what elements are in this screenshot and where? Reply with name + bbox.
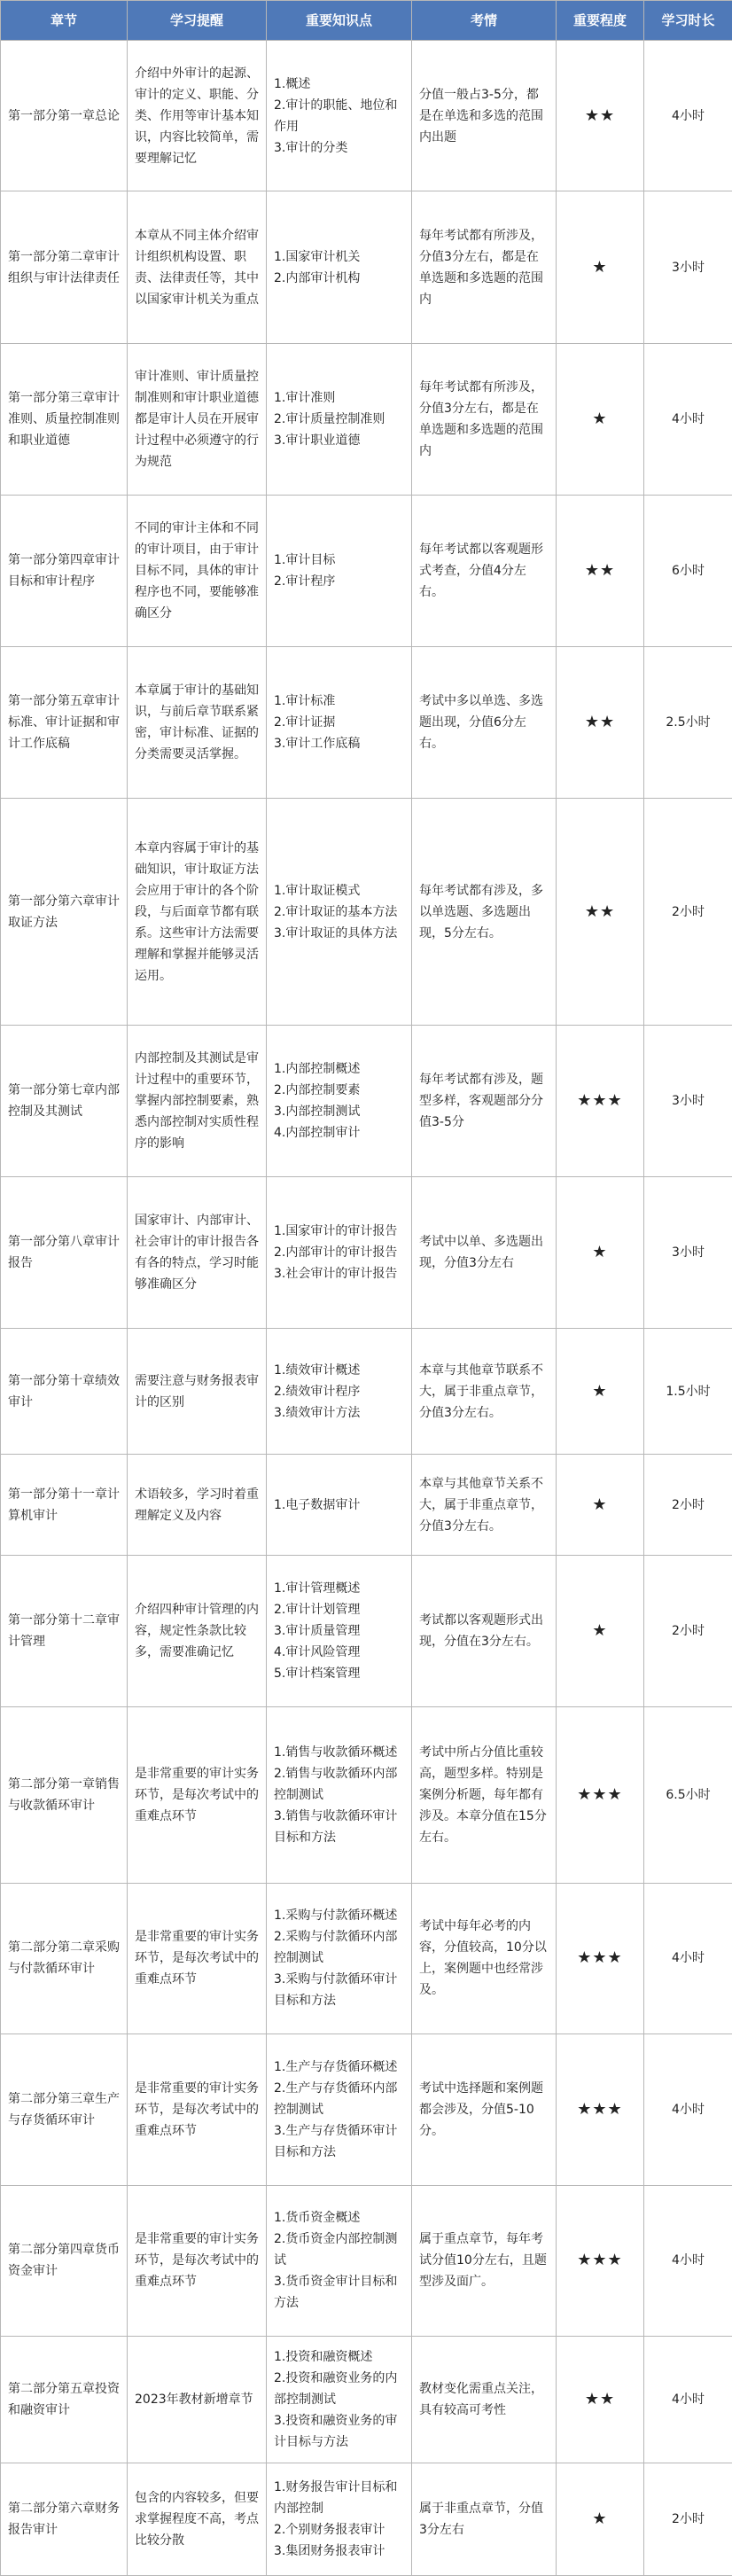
importance-stars: ★ <box>557 1329 644 1455</box>
key-point-item: 2.审计计划管理 <box>274 1603 361 1618</box>
key-point-item: 3.审计取证的具体方法 <box>274 925 398 941</box>
exam-info-cell: 属于重点章节，每年考试分值10分左右，且题型涉及面广。 <box>412 2185 557 2336</box>
importance-stars: ★★★ <box>557 1883 644 2033</box>
table-row <box>1 1455 732 1556</box>
study-tip-cell: 介绍中外审计的起源、审计的定义、职能、分类、作用等审计基本知识，内容比较简单，需要理解记忆 <box>128 41 267 191</box>
importance-stars: ★ <box>557 2463 644 2575</box>
key-point-item: 2.审计取证的基本方法 <box>274 904 398 919</box>
chapter-cell: 第一部分第十章绩效审计 <box>1 1329 128 1455</box>
study-time-cell: 3小时 <box>644 191 732 343</box>
key-point-item: 2.审计程序 <box>274 574 336 589</box>
study-tip-cell: 术语较多，学习时着重理解定义及内容 <box>128 1455 267 1556</box>
table-row <box>1 1026 732 1176</box>
key-points-cell <box>267 2034 412 2185</box>
study-time-cell: 4小时 <box>644 2185 732 2336</box>
table-row <box>1 1706 732 1883</box>
table-row <box>1 343 732 495</box>
study-tip-cell: 内部控制及其测试是审计过程中的重要环节，掌握内部控制要素，熟悉内部控制对实质性程序的影响 <box>128 1026 267 1176</box>
importance-stars: ★★ <box>557 646 644 798</box>
key-points-cell <box>267 2336 412 2463</box>
study-tip-cell: 是非常重要的审计实务环节，是每次考试中的重难点环节 <box>128 2185 267 2336</box>
study-tip-cell: 本章从不同主体介绍审计组织机构设置、职责、法律责任等，其中以国家审计机关为重点 <box>128 191 267 343</box>
study-tip-cell: 是非常重要的审计实务环节，是每次考试中的重难点环节 <box>128 1883 267 2033</box>
study-time-cell: 4小时 <box>644 41 732 191</box>
importance-stars: ★★★ <box>557 2034 644 2185</box>
study-time-cell: 3小时 <box>644 1176 732 1328</box>
key-point-item: 2.内部控制要素 <box>274 1083 361 1098</box>
importance-stars: ★★ <box>557 799 644 1026</box>
exam-info-cell: 考试中以单、多选题出现，分值3分左右 <box>412 1176 557 1328</box>
study-time-cell: 6小时 <box>644 496 732 646</box>
key-point-item: 1.投资和融资概述 <box>274 2349 373 2364</box>
study-time-cell: 1.5小时 <box>644 1329 732 1455</box>
key-points-cell <box>267 1556 412 1706</box>
chapter-cell: 第一部分第三章审计准则、质量控制准则和职业道德 <box>1 343 128 495</box>
key-point-item: 3.审计的分类 <box>274 140 348 155</box>
table-row <box>1 496 732 646</box>
key-point-item: 3.绩效审计方法 <box>274 1405 361 1420</box>
importance-stars: ★★ <box>557 2336 644 2463</box>
key-point-item: 2.审计质量控制准则 <box>274 412 385 427</box>
importance-stars: ★ <box>557 343 644 495</box>
study-tip-cell: 不同的审计主体和不同的审计项目，由于审计目标不同，具体的审计程序也不同，要能够准确区分 <box>128 496 267 646</box>
key-point-item: 3.货币资金审计目标和方法 <box>274 2275 398 2311</box>
study-time-cell: 2小时 <box>644 2463 732 2575</box>
study-tip-cell: 国家审计、内部审计、社会审计的审计报告各有各的特点，学习时能够准确区分 <box>128 1176 267 1328</box>
key-point-item: 1.货币资金概述 <box>274 2211 361 2226</box>
study-time-cell: 4小时 <box>644 2336 732 2463</box>
chapter-cell: 第一部分第五章审计标准、审计证据和审计工作底稿 <box>1 646 128 798</box>
key-point-item: 3.采购与付款循环审计目标和方法 <box>274 1972 398 2009</box>
key-point-item: 2.内部审计机构 <box>274 270 361 285</box>
key-point-item: 3.生产与存货循环审计目标和方法 <box>274 2123 398 2159</box>
exam-info-cell: 教材变化需重点关注，具有较高可考性 <box>412 2336 557 2463</box>
key-point-item: 1.销售与收款循环概述 <box>274 1745 398 1760</box>
exam-info-cell: 考试中选择题和案例题都会涉及，分值5-10分。 <box>412 2034 557 2185</box>
study-time-cell: 4小时 <box>644 1883 732 2033</box>
header-chapter: 章节 <box>1 1 128 41</box>
importance-stars: ★ <box>557 1176 644 1328</box>
key-points-cell <box>267 343 412 495</box>
header-time: 学习时长 <box>644 1 732 41</box>
study-tip-cell: 2023年教材新增章节 <box>128 2336 267 2463</box>
key-point-item: 1.国家审计的审计报告 <box>274 1224 398 1238</box>
table-row <box>1 1556 732 1706</box>
key-points-cell <box>267 646 412 798</box>
chapter-cell: 第二部分第二章采购与付款循环审计 <box>1 1883 128 2033</box>
key-point-item: 3.审计职业道德 <box>274 433 361 449</box>
study-time-cell: 2小时 <box>644 1556 732 1706</box>
study-time-cell: 4小时 <box>644 343 732 495</box>
key-point-item: 1.国家审计机关 <box>274 249 361 264</box>
key-point-item: 1.内部控制概述 <box>274 1062 361 1077</box>
key-point-item: 3.集团财务报表审计 <box>274 2543 385 2558</box>
chapter-cell: 第二部分第四章货币资金审计 <box>1 2185 128 2336</box>
chapter-cell: 第一部分第十二章审计管理 <box>1 1556 128 1706</box>
exam-info-cell: 考试中所占分值比重较高，题型多样。特别是案例分析题，每年都有涉及。本章分值在15分左右。 <box>412 1706 557 1883</box>
chapter-cell: 第一部分第二章审计组织与审计法律责任 <box>1 191 128 343</box>
key-points-cell <box>267 1176 412 1328</box>
key-point-item: 1.审计目标 <box>274 553 336 568</box>
table-row <box>1 799 732 1026</box>
table-row <box>1 2336 732 2463</box>
chapter-cell: 第一部分第八章审计报告 <box>1 1176 128 1328</box>
importance-stars: ★★★ <box>557 1706 644 1883</box>
key-point-item: 2.采购与付款循环内部控制测试 <box>274 1930 398 1966</box>
key-point-item: 3.社会审计的审计报告 <box>274 1267 398 1281</box>
key-points-cell <box>267 41 412 191</box>
key-point-item: 2.内部审计的审计报告 <box>274 1245 398 1260</box>
key-point-item: 1.生产与存货循环概述 <box>274 2059 398 2074</box>
table-row <box>1 191 732 343</box>
study-time-cell: 6.5小时 <box>644 1706 732 1883</box>
key-points-cell <box>267 2463 412 2575</box>
table-row <box>1 1329 732 1455</box>
key-points-cell <box>267 191 412 343</box>
chapter-cell: 第一部分第六章审计取证方法 <box>1 799 128 1026</box>
study-time-cell: 3小时 <box>644 1026 732 1176</box>
exam-info-cell: 本章与其他章节关系不大，属于非重点章节，分值3分左右。 <box>412 1455 557 1556</box>
importance-stars: ★★★ <box>557 2185 644 2336</box>
exam-info-cell: 属于非重点章节，分值3分左右 <box>412 2463 557 2575</box>
chapter-cell: 第一部分第一章总论 <box>1 41 128 191</box>
key-point-item: 4.审计风险管理 <box>274 1645 361 1660</box>
study-tip-cell: 介绍四种审计管理的内容，规定性条款比较多，需要准确记忆 <box>128 1556 267 1706</box>
study-time-cell: 2.5小时 <box>644 646 732 798</box>
key-points-cell <box>267 1026 412 1176</box>
exam-info-cell: 考试都以客观题形式出现，分值在3分左右。 <box>412 1556 557 1706</box>
key-point-item: 1.电子数据审计 <box>274 1497 361 1512</box>
header-importance: 重要程度 <box>557 1 644 41</box>
exam-info-cell: 考试中多以单选、多选题出现，分值6分左右。 <box>412 646 557 798</box>
exam-info-cell: 每年考试都有涉及，多以单选题、多选题出现，5分左右。 <box>412 799 557 1026</box>
chapter-cell: 第二部分第六章财务报告审计 <box>1 2463 128 2575</box>
key-points-cell <box>267 1329 412 1455</box>
table-row <box>1 41 732 191</box>
key-points-cell <box>267 2185 412 2336</box>
key-point-item: 2.个别财务报表审计 <box>274 2522 385 2537</box>
table-row <box>1 1176 732 1328</box>
key-point-item: 1.财务报告审计目标和内部控制 <box>274 2479 398 2516</box>
key-point-item: 3.审计工作底稿 <box>274 736 361 751</box>
table-row <box>1 2463 732 2575</box>
key-point-item: 5.审计档案管理 <box>274 1667 361 1682</box>
study-tip-cell: 审计准则、审计质量控制准则和审计职业道德都是审计人员在开展审计过程中必须遵守的行为规范 <box>128 343 267 495</box>
table-row <box>1 1883 732 2033</box>
exam-info-cell: 每年考试都有所涉及，分值3分左右，都是在单选题和多选题的范围内 <box>412 343 557 495</box>
importance-stars: ★ <box>557 1556 644 1706</box>
table-row <box>1 2185 732 2336</box>
study-tip-cell: 需要注意与财务报表审计的区别 <box>128 1329 267 1455</box>
importance-stars: ★★ <box>557 41 644 191</box>
key-point-item: 1.审计取证模式 <box>274 883 361 898</box>
importance-stars: ★ <box>557 191 644 343</box>
chapter-cell: 第二部分第三章生产与存货循环审计 <box>1 2034 128 2185</box>
key-point-item: 2.审计证据 <box>274 714 336 730</box>
key-point-item: 1.绩效审计概述 <box>274 1362 361 1378</box>
table-body <box>1 41 732 2576</box>
key-point-item: 3.销售与收款循环审计目标和方法 <box>274 1808 398 1845</box>
header-points: 重要知识点 <box>267 1 412 41</box>
header-tips: 学习提醒 <box>128 1 267 41</box>
study-time-cell: 4小时 <box>644 2034 732 2185</box>
key-points-cell <box>267 799 412 1026</box>
importance-stars: ★★ <box>557 496 644 646</box>
chapter-cell: 第一部分第七章内部控制及其测试 <box>1 1026 128 1176</box>
exam-info-cell: 考试中每年必考的内容，分值较高，10分以上，案例题中也经常涉及。 <box>412 1883 557 2033</box>
importance-stars: ★ <box>557 1455 644 1556</box>
exam-info-cell: 分值一般占3-5分，都是在单选和多选的范围内出题 <box>412 41 557 191</box>
key-points-cell <box>267 1883 412 2033</box>
study-time-cell: 2小时 <box>644 799 732 1026</box>
key-point-item: 2.生产与存货循环内部控制测试 <box>274 2080 398 2117</box>
exam-info-cell: 每年考试都以客观题形式考查，分值4分左右。 <box>412 496 557 646</box>
chapter-cell: 第一部分第四章审计目标和审计程序 <box>1 496 128 646</box>
exam-info-cell: 本章与其他章节联系不大，属于非重点章节，分值3分左右。 <box>412 1329 557 1455</box>
key-points-cell <box>267 1455 412 1556</box>
header-exam: 考情 <box>412 1 557 41</box>
table-row <box>1 646 732 798</box>
exam-info-cell: 每年考试都有所涉及，分值3分左右，都是在单选题和多选题的范围内 <box>412 191 557 343</box>
key-point-item: 3.审计质量管理 <box>274 1624 361 1639</box>
key-point-item: 1.采购与付款循环概述 <box>274 1909 398 1924</box>
table-header-row <box>1 1 732 41</box>
study-time-cell: 2小时 <box>644 1455 732 1556</box>
key-point-item: 1.审计准则 <box>274 391 336 406</box>
key-point-item: 2.审计的职能、地位和作用 <box>274 98 398 134</box>
study-tip-cell: 是非常重要的审计实务环节，是每次考试中的重难点环节 <box>128 2034 267 2185</box>
study-tip-cell: 本章内容属于审计的基础知识，审计取证方法会应用于审计的各个阶段，与后面章节都有联系。这些审计方法需要理解和掌握并能够灵活运用。 <box>128 799 267 1026</box>
chapter-cell: 第二部分第一章销售与收款循环审计 <box>1 1706 128 1883</box>
study-tip-cell: 是非常重要的审计实务环节，是每次考试中的重难点环节 <box>128 1706 267 1883</box>
study-tip-cell: 本章属于审计的基础知识，与前后章节联系紧密，审计标准、证据的分类需要灵活掌握。 <box>128 646 267 798</box>
study-tip-cell: 包含的内容较多，但要求掌握程度不高，考点比较分散 <box>128 2463 267 2575</box>
key-point-item: 1.概述 <box>274 76 311 91</box>
key-point-item: 1.审计标准 <box>274 693 336 708</box>
importance-stars: ★★★ <box>557 1026 644 1176</box>
exam-info-cell: 每年考试都有涉及，题型多样，客观题部分分值3-5分 <box>412 1026 557 1176</box>
key-points-cell <box>267 496 412 646</box>
chapter-cell: 第一部分第十一章计算机审计 <box>1 1455 128 1556</box>
key-point-item: 3.内部控制测试 <box>274 1105 361 1120</box>
key-point-item: 2.投资和融资业务的内部控制测试 <box>274 2370 398 2407</box>
key-point-item: 2.销售与收款循环内部控制测试 <box>274 1766 398 1802</box>
key-point-item: 3.投资和融资业务的审计目标与方法 <box>274 2413 398 2449</box>
key-points-cell <box>267 1706 412 1883</box>
key-point-item: 2.绩效审计程序 <box>274 1384 361 1399</box>
key-point-item: 2.货币资金内部控制测试 <box>274 2232 398 2268</box>
chapter-cell: 第二部分第五章投资和融资审计 <box>1 2336 128 2463</box>
key-point-item: 1.审计管理概述 <box>274 1581 361 1596</box>
key-point-item: 4.内部控制审计 <box>274 1126 361 1141</box>
table-row <box>1 2034 732 2185</box>
